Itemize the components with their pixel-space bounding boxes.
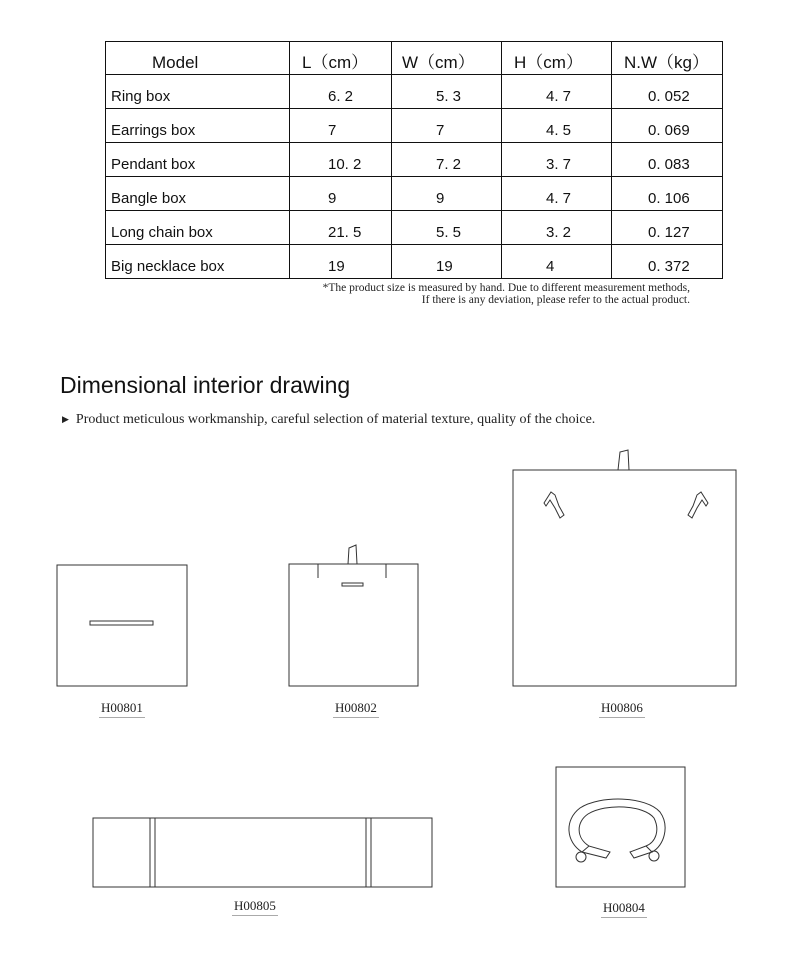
chain-box-caption: H00805 (205, 898, 305, 916)
section-bullet-text: Product meticulous workmanship, careful selection of material texture, quality of the choice. (75, 412, 596, 427)
cell-height: 4 (502, 245, 612, 279)
bangle-box-drawing (556, 767, 685, 887)
header-model: Model (106, 42, 290, 75)
cell-width: 7 (392, 109, 502, 143)
cell-net-weight: 0. 127 (612, 211, 723, 245)
cell-model: Earrings box (106, 109, 290, 143)
cell-width: 19 (392, 245, 502, 279)
measurement-note-line-1: *The product size is measured by hand. Due to different measurement methods, (322, 282, 690, 294)
header-height: H（cm） (502, 42, 612, 75)
bullet-arrow-icon: ▶ (62, 414, 69, 424)
header-net-weight: N.W（kg） (612, 42, 723, 75)
bangle-box-caption: H00804 (574, 900, 674, 918)
cell-height: 4. 5 (502, 109, 612, 143)
cell-length: 10. 2 (290, 143, 392, 177)
cell-width: 9 (392, 177, 502, 211)
measurement-note-line-2: If there is any deviation, please refer to the actual product. (421, 294, 690, 306)
cell-length: 7 (290, 109, 392, 143)
header-width: W（cm） (392, 42, 502, 75)
cell-width: 5. 5 (392, 211, 502, 245)
cell-model: Pendant box (106, 143, 290, 177)
cell-net-weight: 0. 106 (612, 177, 723, 211)
cell-height: 3. 2 (502, 211, 612, 245)
cell-width: 7. 2 (392, 143, 502, 177)
cell-height: 4. 7 (502, 75, 612, 109)
necklace-box-drawing (513, 450, 736, 686)
cell-net-weight: 0. 083 (612, 143, 723, 177)
header-length: L（cm） (290, 42, 392, 75)
section-title: Dimensional interior drawing (60, 372, 351, 398)
cell-model: Big necklace box (106, 245, 290, 279)
cell-net-weight: 0. 372 (612, 245, 723, 279)
cell-width: 5. 3 (392, 75, 502, 109)
cell-net-weight: 0. 069 (612, 109, 723, 143)
cell-net-weight: 0. 052 (612, 75, 723, 109)
cell-model: Ring box (106, 75, 290, 109)
cell-length: 19 (290, 245, 392, 279)
cell-model: Bangle box (106, 177, 290, 211)
earrings-box-caption: H00802 (306, 700, 406, 718)
ring-box-drawing (57, 565, 187, 686)
cell-length: 9 (290, 177, 392, 211)
cell-height: 3. 7 (502, 143, 612, 177)
cell-length: 6. 2 (290, 75, 392, 109)
necklace-box-caption: H00806 (572, 700, 672, 718)
cell-model: Long chain box (106, 211, 290, 245)
chain-box-drawing (93, 818, 432, 887)
ring-box-caption: H00801 (72, 700, 172, 718)
earrings-box-drawing (289, 545, 418, 686)
cell-height: 4. 7 (502, 177, 612, 211)
cell-length: 21. 5 (290, 211, 392, 245)
